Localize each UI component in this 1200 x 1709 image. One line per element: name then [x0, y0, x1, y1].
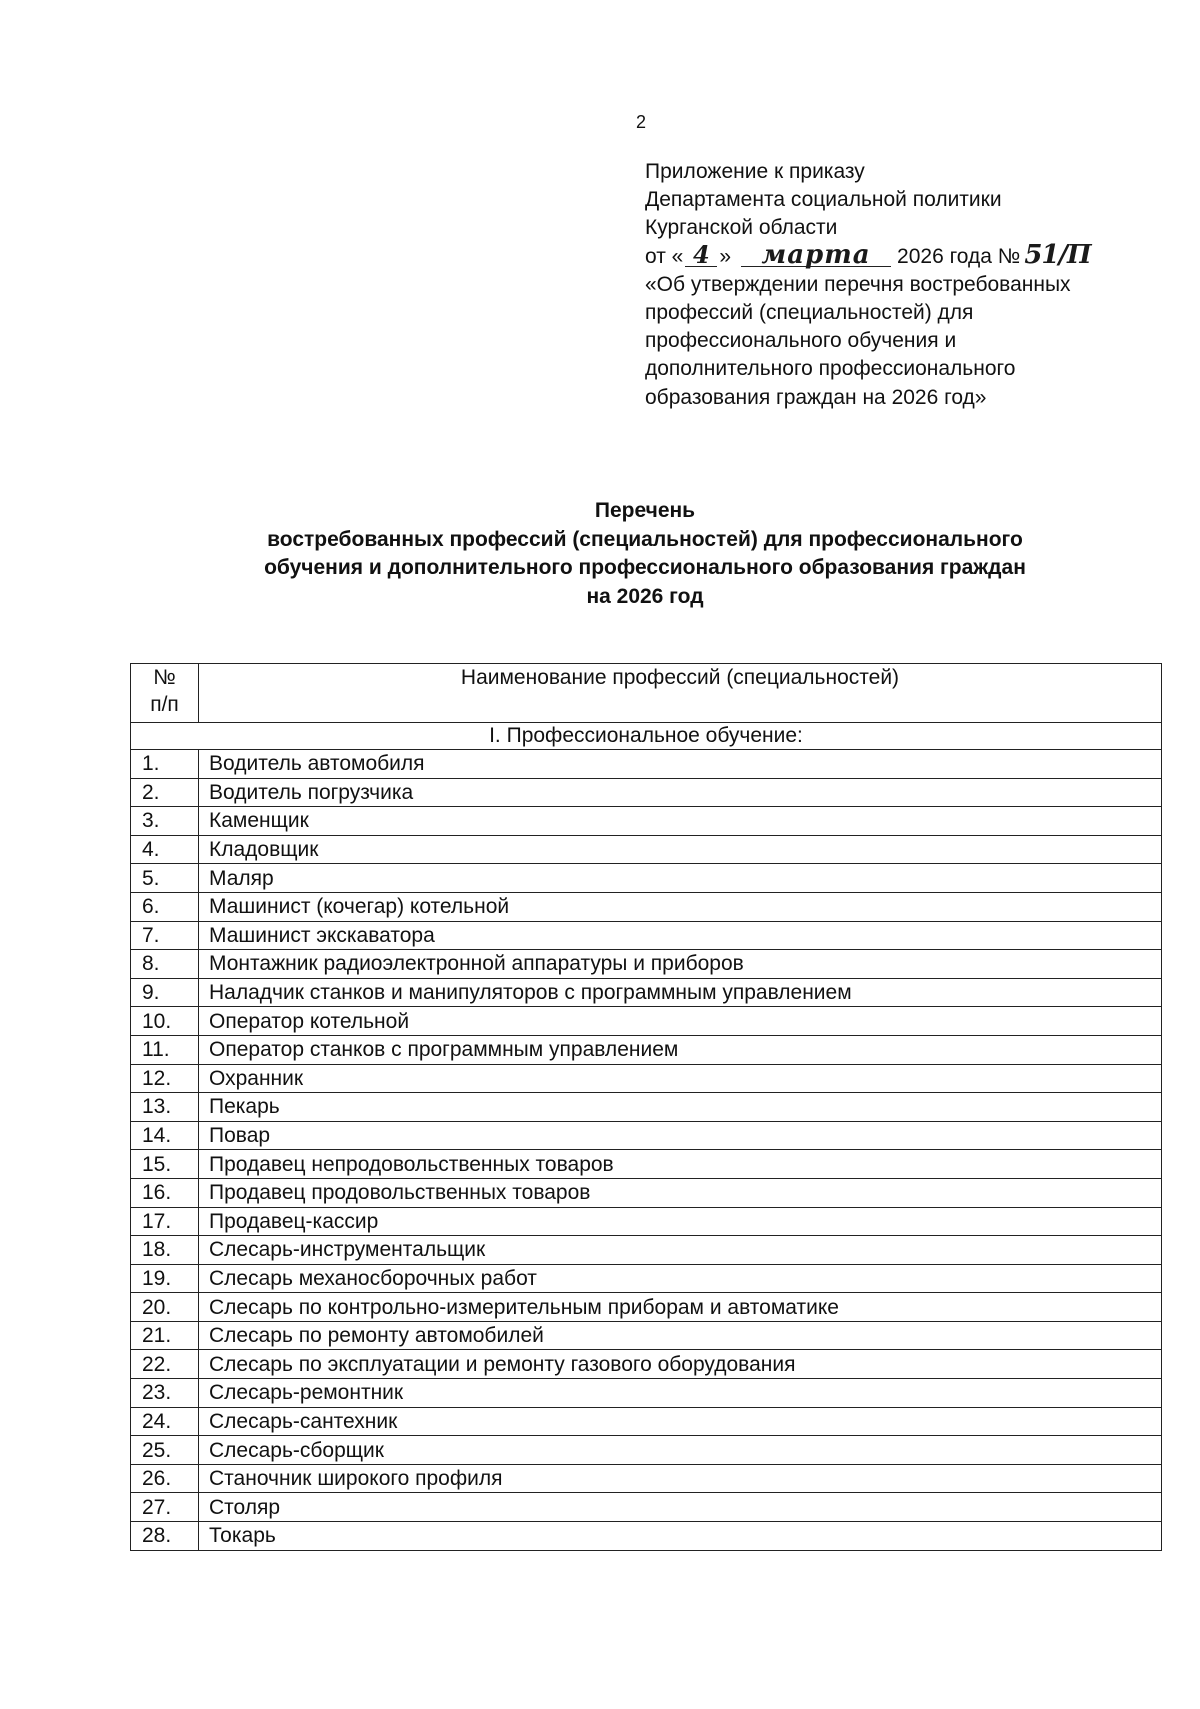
profession-name: Пекарь	[199, 1093, 1162, 1122]
row-number: 9.	[131, 978, 199, 1007]
row-number: 21.	[131, 1321, 199, 1350]
table-row	[131, 864, 1162, 893]
appendix-line-2: Департамента социальной политики	[645, 188, 1002, 212]
table-row	[131, 1150, 1162, 1179]
table-row	[131, 1007, 1162, 1036]
header-name: Наименование профессий (специальностей)	[199, 664, 1162, 723]
profession-name: Слесарь-ремонтник	[199, 1379, 1162, 1408]
handwritten-order-number: 51/П	[1024, 239, 1091, 270]
row-number: 12.	[131, 1064, 199, 1093]
table-row	[131, 892, 1162, 921]
row-number: 6.	[131, 892, 199, 921]
row-number: 19.	[131, 1264, 199, 1293]
appendix-line-6: профессий (специальностей) для	[645, 301, 974, 325]
profession-name: Продавец продовольственных товаров	[199, 1178, 1162, 1207]
section-title: I. Профессиональное обучение:	[131, 723, 1162, 750]
title-line-1: Перечень	[594, 499, 696, 522]
table-row	[131, 1121, 1162, 1150]
row-number: 16.	[131, 1178, 199, 1207]
profession-name: Станочник широкого профиля	[199, 1464, 1162, 1493]
table-row	[131, 807, 1162, 836]
profession-name: Наладчик станков и манипуляторов с программным управлением	[199, 978, 1162, 1007]
table-header-row	[131, 664, 1162, 723]
row-number: 20.	[131, 1293, 199, 1322]
table-row	[131, 1093, 1162, 1122]
row-number: 13.	[131, 1093, 199, 1122]
table-row	[131, 835, 1162, 864]
profession-name: Маляр	[199, 864, 1162, 893]
row-number: 22.	[131, 1350, 199, 1379]
row-number: 25.	[131, 1436, 199, 1465]
profession-name: Продавец непродовольственных товаров	[199, 1150, 1162, 1179]
date-prefix: от «	[645, 244, 684, 268]
handwritten-day: 4	[685, 244, 717, 267]
row-number: 5.	[131, 864, 199, 893]
page-number: 2	[636, 112, 647, 132]
table-row	[131, 1407, 1162, 1436]
year-text: 2026 года №	[897, 244, 1021, 268]
profession-name: Продавец-кассир	[199, 1207, 1162, 1236]
profession-name: Слесарь по контрольно-измерительным приборам и автоматике	[199, 1293, 1162, 1322]
appendix-line-8: дополнительного профессионального	[645, 357, 1016, 381]
title-line-2: востребованных профессий (специальностей) для профессионального	[267, 527, 1023, 551]
order-date-line	[645, 239, 1165, 271]
row-number: 24.	[131, 1407, 199, 1436]
profession-name: Каменщик	[199, 807, 1162, 836]
handwritten-month: марта	[741, 244, 891, 267]
row-number: 8.	[131, 950, 199, 979]
profession-name: Водитель автомобиля	[199, 750, 1162, 779]
appendix-line-1: Приложение к приказу	[645, 160, 865, 183]
profession-name: Слесарь-сантехник	[199, 1407, 1162, 1436]
table-row	[131, 1236, 1162, 1265]
row-number: 11.	[131, 1035, 199, 1064]
profession-name: Оператор станков с программным управлением	[199, 1035, 1162, 1064]
profession-name: Столяр	[199, 1493, 1162, 1522]
table-row	[131, 1264, 1162, 1293]
profession-name: Машинист (кочегар) котельной	[199, 892, 1162, 921]
row-number: 3.	[131, 807, 199, 836]
table-row	[131, 1436, 1162, 1465]
profession-name: Машинист экскаватора	[199, 921, 1162, 950]
row-number: 15.	[131, 1150, 199, 1179]
table-row	[131, 1379, 1162, 1408]
row-number: 4.	[131, 835, 199, 864]
appendix-line-5: «Об утверждении перечня востребованных	[645, 272, 1071, 296]
table-row	[131, 1350, 1162, 1379]
row-number: 27.	[131, 1493, 199, 1522]
profession-name: Монтажник радиоэлектронной аппаратуры и приборов	[199, 950, 1162, 979]
row-number: 26.	[131, 1464, 199, 1493]
profession-name: Охранник	[199, 1064, 1162, 1093]
appendix-block	[645, 158, 1165, 412]
table-row	[131, 978, 1162, 1007]
section-row	[131, 723, 1162, 750]
row-number: 14.	[131, 1121, 199, 1150]
profession-name: Слесарь по ремонту автомобилей	[199, 1321, 1162, 1350]
table-row	[131, 1207, 1162, 1236]
profession-name: Слесарь по эксплуатации и ремонту газового оборудования	[199, 1350, 1162, 1379]
table-row	[131, 778, 1162, 807]
table-row	[131, 950, 1162, 979]
profession-name: Слесарь-инструментальщик	[199, 1236, 1162, 1265]
row-number: 23.	[131, 1379, 199, 1408]
row-number: 28.	[131, 1522, 199, 1551]
table-row	[131, 1464, 1162, 1493]
appendix-line-7: профессионального обучения и	[645, 329, 957, 353]
row-number: 18.	[131, 1236, 199, 1265]
table-row	[131, 750, 1162, 779]
table-row	[131, 1064, 1162, 1093]
profession-name: Кладовщик	[199, 835, 1162, 864]
row-number: 17.	[131, 1207, 199, 1236]
table-row	[131, 1522, 1162, 1551]
document-title	[130, 497, 1160, 611]
date-mid: »	[719, 244, 732, 268]
title-line-3: обучения и дополнительного профессионального образования граждан	[264, 556, 1026, 579]
profession-name: Оператор котельной	[199, 1007, 1162, 1036]
title-line-4: на 2026 год	[586, 584, 704, 608]
table-row	[131, 1321, 1162, 1350]
table-row	[131, 1493, 1162, 1522]
row-number: 7.	[131, 921, 199, 950]
row-number: 10.	[131, 1007, 199, 1036]
row-number: 1.	[131, 750, 199, 779]
profession-name: Токарь	[199, 1522, 1162, 1551]
table-row	[131, 921, 1162, 950]
profession-name: Повар	[199, 1121, 1162, 1150]
row-number: 2.	[131, 778, 199, 807]
profession-name: Слесарь-сборщик	[199, 1436, 1162, 1465]
header-num: № п/п	[131, 664, 199, 723]
profession-name: Водитель погрузчика	[199, 778, 1162, 807]
appendix-line-3: Курганской области	[645, 216, 838, 240]
appendix-line-9: образования граждан на 2026 год»	[645, 385, 987, 409]
professions-table	[130, 663, 1162, 1551]
profession-name: Слесарь механосборочных работ	[199, 1264, 1162, 1293]
table-row	[131, 1293, 1162, 1322]
table-row	[131, 1035, 1162, 1064]
table-row	[131, 1178, 1162, 1207]
